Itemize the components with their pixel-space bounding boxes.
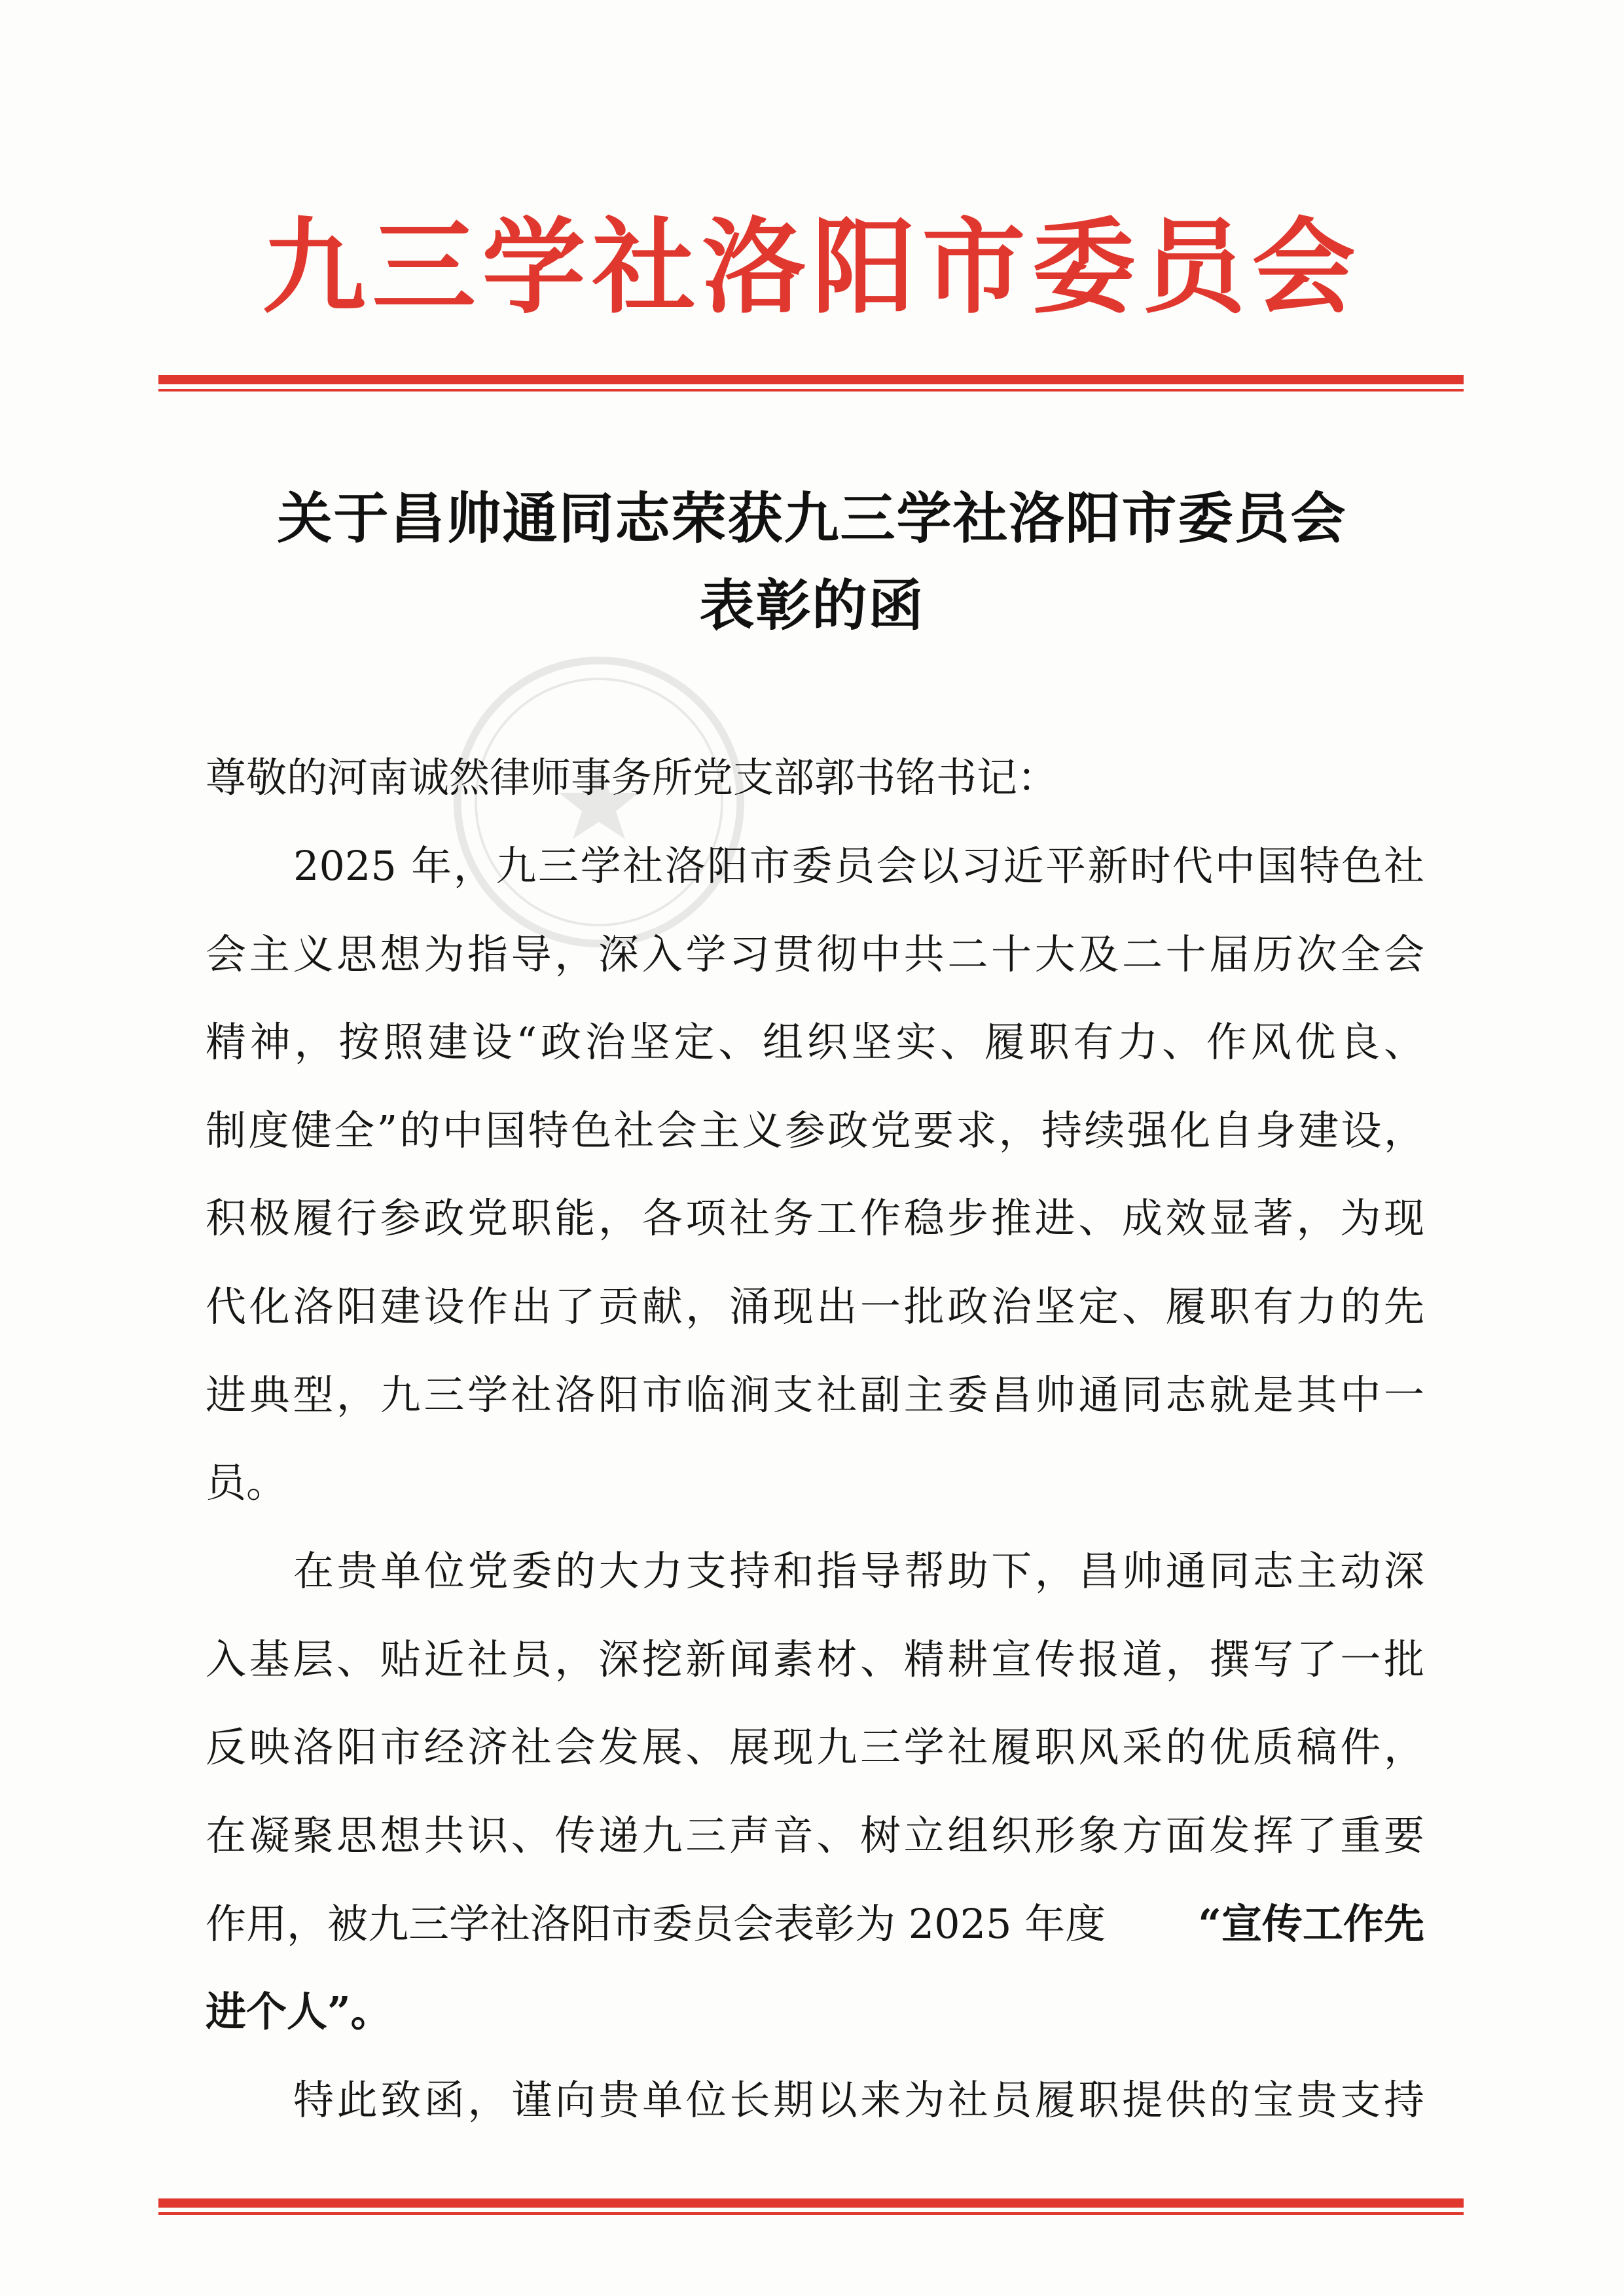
paragraph-2-line-2: 入基层、贴近社员，深挖新闻素材、精耕宣传报道，撰写了一批 <box>206 1635 1424 1683</box>
paragraph-2-line-4: 在凝聚思想共识、传递九三声音、树立组织形象方面发挥了重要 <box>206 1812 1424 1859</box>
paragraph-1-line-5: 积极履行参政党职能，各项社务工作稳步推进、成效显著，为现 <box>206 1194 1424 1242</box>
paragraph-1-line-8: 员。 <box>206 1459 287 1506</box>
paragraph-1-line-2: 会主义思想为指导，深入学习贯彻中共二十大及二十届历次全会 <box>206 930 1424 978</box>
paragraph-1-line-7: 进典型，九三学社洛阳市临涧支社副主委昌帅通同志就是其中一 <box>206 1371 1424 1419</box>
footer-red-rule-thin <box>158 2212 1464 2215</box>
footer-red-rule <box>158 2198 1464 2208</box>
letterhead-red-rule-thin <box>158 389 1464 392</box>
paragraph-2-line-5 <box>206 1900 1424 1948</box>
paragraph-2-line-1: 在贵单位党委的大力支持和指导帮助下，昌帅通同志主动深 <box>293 1547 1424 1595</box>
award-title-part-1: “宣传工作先 <box>1198 1900 1424 1948</box>
award-title-part-2: 进个人”。 <box>206 1988 391 2035</box>
paragraph-2-line-5-text: 作用，被九三学社洛阳市委员会表彰为 2025 年度 <box>206 1900 1106 1948</box>
paragraph-1-line-3: 精神，按照建设“政治坚定、组织坚实、履职有力、作风优良、 <box>206 1018 1424 1066</box>
faded-seal-stamp <box>445 648 753 956</box>
document-title-line-2: 表彰的函 <box>699 573 925 638</box>
paragraph-1-line-6: 代化洛阳建设作出了贡献，涌现出一批政治坚定、履职有力的先 <box>206 1283 1424 1330</box>
paragraph-1-line-1: 2025 年，九三学社洛阳市委员会以习近平新时代中国特色社 <box>293 842 1424 890</box>
letterhead-org-name: 九三学社洛阳市委员会 <box>262 208 1362 328</box>
paragraph-1-line-4: 制度健全”的中国特色社会主义参政党要求，持续强化自身建设， <box>206 1106 1424 1154</box>
paragraph-3-line-1: 特此致函，谨向贵单位长期以来为社员履职提供的宝贵支持 <box>293 2076 1424 2124</box>
letterhead-red-rule <box>158 375 1464 384</box>
salutation: 尊敬的河南诚然律师事务所党支部郭书铭书记： <box>206 754 1058 801</box>
paragraph-2-line-3: 反映洛阳市经济社会发展、展现九三学社履职风采的优质稿件， <box>206 1723 1424 1771</box>
document-title-line-1: 关于昌帅通同志荣获九三学社洛阳市委员会 <box>277 486 1347 551</box>
